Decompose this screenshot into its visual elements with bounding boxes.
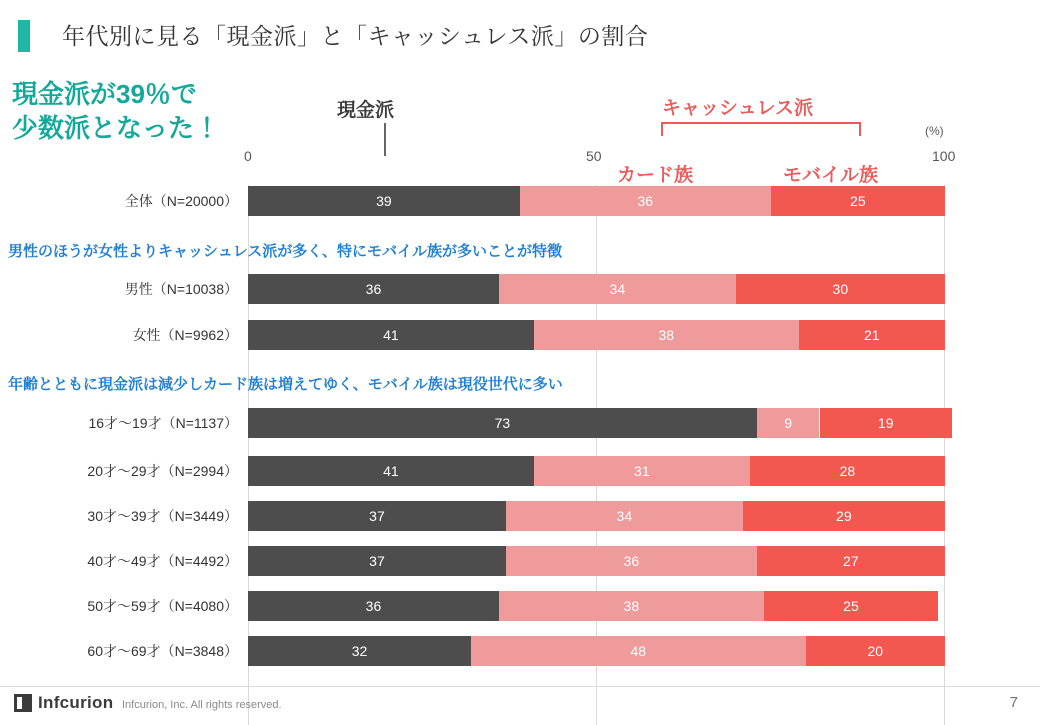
bar-segment-card: 38	[499, 591, 764, 621]
bar-segment-card: 36	[520, 186, 771, 216]
page-title: 年代別に見る「現金派」と「キャッシュレス派」の割合	[62, 23, 649, 49]
bar-segment-card: 34	[499, 274, 736, 304]
bar-segment-mobile: 25	[771, 186, 945, 216]
legend-cashless-label: キャッシュレス派	[662, 98, 814, 119]
table-row	[0, 274, 1040, 304]
legend-card-label: カード族	[617, 165, 694, 186]
bar-segment-cash: 73	[248, 408, 757, 438]
page-number: 7	[1009, 694, 1018, 711]
row-label-male: 男性（N=10038）	[124, 281, 238, 297]
table-row	[0, 320, 1040, 350]
bar-segment-mobile: 20	[806, 636, 945, 666]
bar-segment-card: 36	[506, 546, 757, 576]
row-bars-male	[248, 274, 945, 304]
callout-line-2: 少数派となった！	[12, 112, 221, 143]
row-bars-50-59	[248, 591, 945, 621]
bar-segment-card: 31	[534, 456, 750, 486]
bar-segment-mobile: 29	[743, 501, 945, 531]
row-label-40-49: 40才〜49才（N=4492）	[87, 553, 238, 569]
axis-tick-0: 0	[244, 148, 252, 164]
bar-segment-mobile: 30	[736, 274, 945, 304]
bar-segment-mobile: 21	[799, 320, 945, 350]
row-bars-60-69	[248, 636, 945, 666]
bar-segment-card: 48	[471, 636, 806, 666]
table-row	[0, 591, 1040, 621]
row-label-30-39: 30才〜39才（N=3449）	[87, 508, 238, 524]
bar-segment-card: 38	[534, 320, 799, 350]
footer-divider	[0, 686, 1040, 687]
bar-segment-cash: 41	[248, 456, 534, 486]
legend-cash-pointer-line	[384, 123, 386, 156]
row-label-60-69: 60才〜69才（N=3848）	[87, 643, 238, 659]
bar-segment-cash: 36	[248, 591, 499, 621]
stacked-bar-chart	[0, 60, 1040, 670]
row-label-20-29: 20才〜29才（N=2994）	[87, 463, 238, 479]
axis-tick-50: 50	[586, 148, 602, 164]
table-row	[0, 501, 1040, 531]
row-bars-20-29	[248, 456, 945, 486]
row-bars-total	[248, 186, 945, 216]
callout-line-1: 現金派が39％で	[12, 79, 197, 109]
company-logo-text: Infcurion	[38, 693, 114, 712]
table-row	[0, 186, 1040, 216]
row-bars-40-49	[248, 546, 945, 576]
table-row	[0, 408, 1040, 438]
table-row	[0, 546, 1040, 576]
bar-segment-cash: 32	[248, 636, 471, 666]
copyright-text: Infcurion, Inc. All rights reserved.	[122, 699, 282, 711]
row-label-total: 全体（N=20000）	[124, 193, 238, 209]
axis-unit-label: (%)	[925, 124, 944, 138]
bar-segment-card: 34	[506, 501, 743, 531]
bar-segment-mobile: 27	[757, 546, 945, 576]
bar-segment-card: 9	[757, 408, 820, 438]
bar-segment-mobile: 28	[750, 456, 945, 486]
bar-segment-cash: 36	[248, 274, 499, 304]
legend-cashless-bracket	[661, 122, 861, 136]
table-row	[0, 636, 1040, 666]
legend-mobile-label: モバイル族	[783, 165, 879, 186]
bar-segment-cash: 37	[248, 546, 506, 576]
bar-segment-cash: 39	[248, 186, 520, 216]
bar-segment-cash: 37	[248, 501, 506, 531]
legend-cash-label: 現金派	[337, 100, 395, 121]
bar-segment-mobile: 25	[764, 591, 938, 621]
row-label-16-19: 16才〜19才（N=1137）	[88, 415, 238, 431]
note-age: 年齢とともに現金派は減少しカード族は増えてゆく、モバイル族は現役世代に多い	[8, 376, 563, 393]
row-bars-female	[248, 320, 945, 350]
header-accent-bar	[18, 20, 30, 52]
company-logo-icon	[14, 694, 32, 712]
row-bars-30-39	[248, 501, 945, 531]
note-gender: 男性のほうが女性よりキャッシュレス派が多く、特にモバイル族が多いことが特徴	[8, 243, 562, 260]
bar-segment-mobile: 19	[820, 408, 952, 438]
bar-segment-cash: 41	[248, 320, 534, 350]
axis-tick-100: 100	[932, 148, 956, 164]
row-bars-16-19	[248, 408, 945, 438]
slide-header	[0, 16, 1040, 56]
row-label-50-59: 50才〜59才（N=4080）	[87, 598, 238, 614]
table-row	[0, 456, 1040, 486]
row-label-female: 女性（N=9962）	[132, 327, 238, 343]
